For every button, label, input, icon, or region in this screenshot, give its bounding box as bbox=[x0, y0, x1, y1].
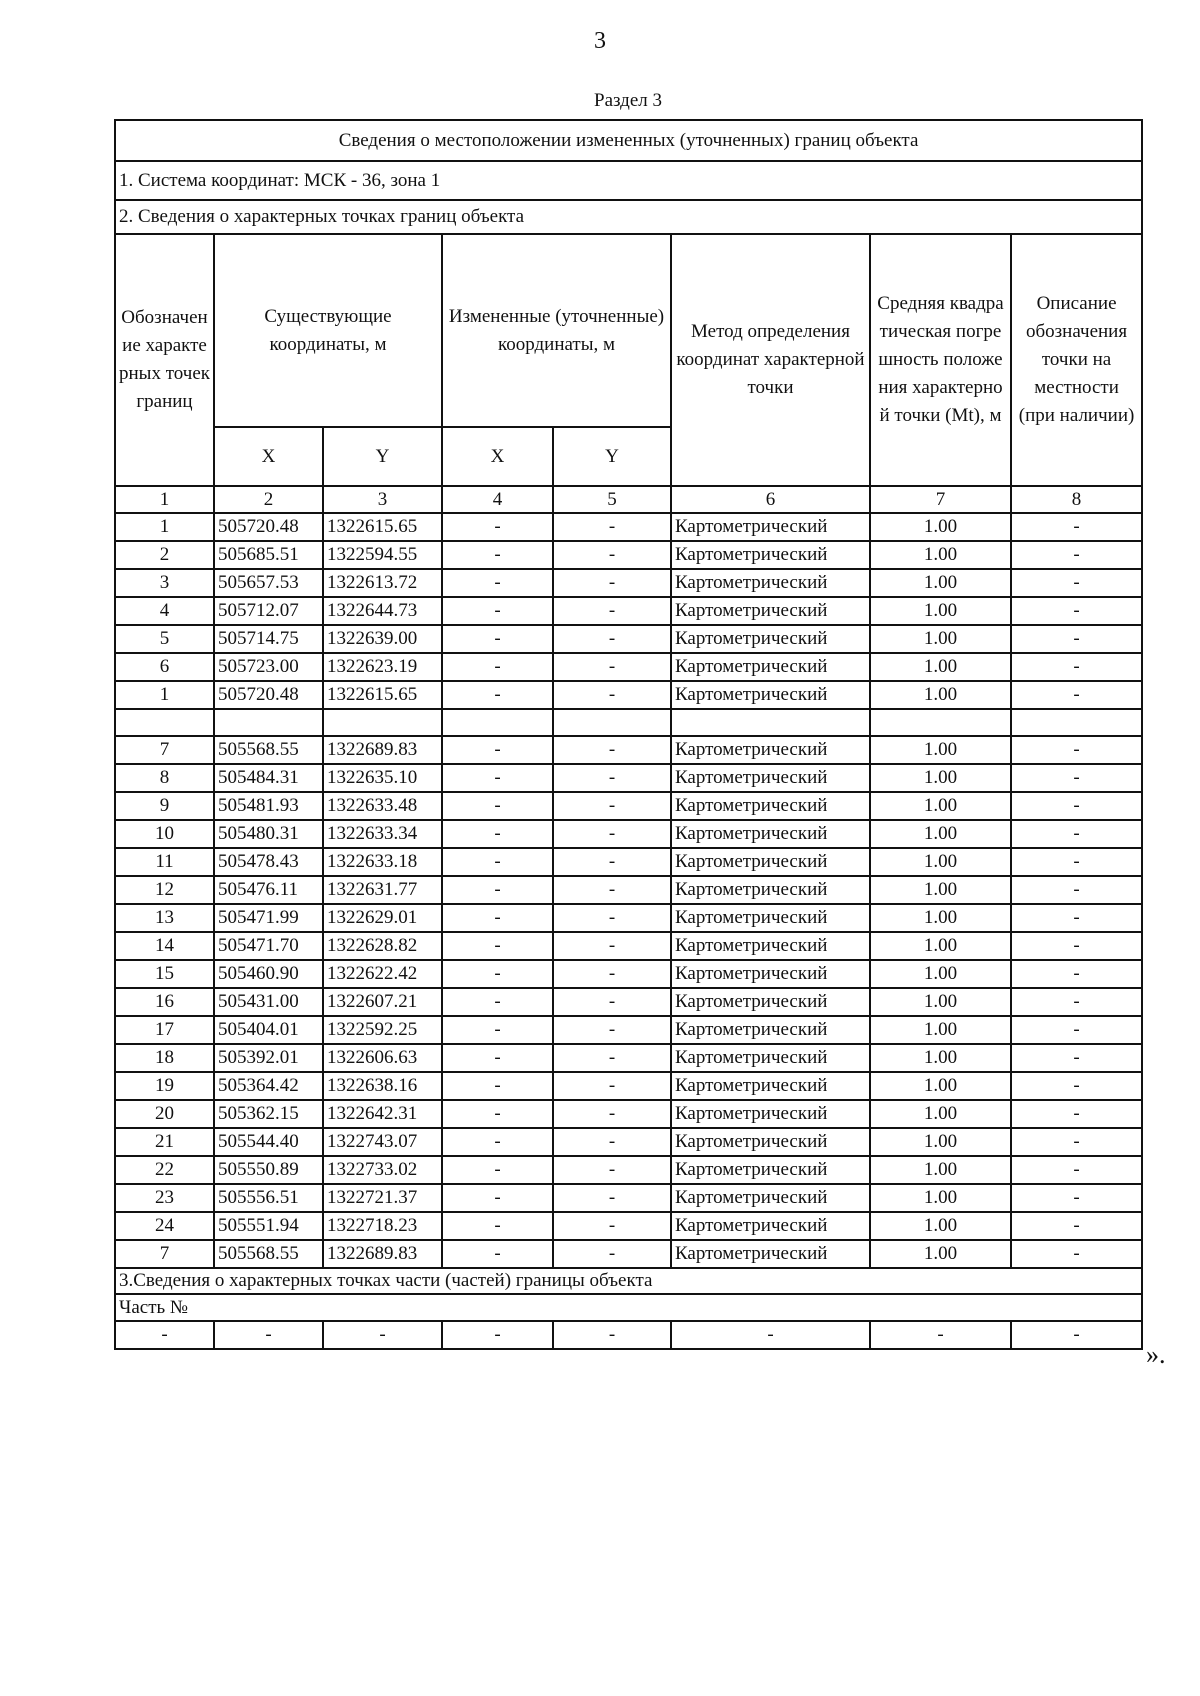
table-cell: - bbox=[553, 681, 671, 709]
table-cell: 1.00 bbox=[870, 820, 1011, 848]
table-cell: - bbox=[1011, 1100, 1142, 1128]
table-cell: - bbox=[442, 653, 553, 681]
column-number: 1 bbox=[115, 486, 214, 513]
table-cell: 20 bbox=[115, 1100, 214, 1128]
table-cell: 505568.55 bbox=[214, 736, 323, 764]
parts-cell: - bbox=[214, 1321, 323, 1349]
table-cell: - bbox=[1011, 597, 1142, 625]
table-cell: 505550.89 bbox=[214, 1156, 323, 1184]
table-cell: 21 bbox=[115, 1128, 214, 1156]
table-cell: Картометрический bbox=[671, 1072, 870, 1100]
table-row bbox=[115, 960, 1142, 988]
table-cell: 1.00 bbox=[870, 764, 1011, 792]
parts-cell: - bbox=[323, 1321, 442, 1349]
table-title: Сведения о местоположении измененных (уточненных) границ объекта bbox=[115, 120, 1142, 161]
parts-cell: - bbox=[671, 1321, 870, 1349]
column-number: 7 bbox=[870, 486, 1011, 513]
table-cell: 1322639.00 bbox=[323, 625, 442, 653]
table-cell: 505720.48 bbox=[214, 513, 323, 541]
table-cell: - bbox=[1011, 1128, 1142, 1156]
table-cell: - bbox=[1011, 653, 1142, 681]
table-cell: - bbox=[1011, 1016, 1142, 1044]
table-row bbox=[115, 1184, 1142, 1212]
table-cell: 505544.40 bbox=[214, 1128, 323, 1156]
table-cell: Картометрический bbox=[671, 541, 870, 569]
table-cell: 1322623.19 bbox=[323, 653, 442, 681]
table-cell: 505471.99 bbox=[214, 904, 323, 932]
table-cell: - bbox=[553, 820, 671, 848]
table-cell: 1322633.34 bbox=[323, 820, 442, 848]
table-cell: 505471.70 bbox=[214, 932, 323, 960]
column-number: 3 bbox=[323, 486, 442, 513]
table-cell: - bbox=[1011, 681, 1142, 709]
table-cell: 19 bbox=[115, 1072, 214, 1100]
table-cell: Картометрический bbox=[671, 625, 870, 653]
table-cell: 7 bbox=[115, 1240, 214, 1268]
table-cell: 1322594.55 bbox=[323, 541, 442, 569]
table-cell: - bbox=[442, 792, 553, 820]
table-cell: 1 bbox=[115, 681, 214, 709]
column-number: 2 bbox=[214, 486, 323, 513]
table-cell: 505568.55 bbox=[214, 1240, 323, 1268]
table-cell: 505362.15 bbox=[214, 1100, 323, 1128]
table-cell: - bbox=[442, 960, 553, 988]
table-cell: Картометрический bbox=[671, 988, 870, 1016]
header-changed-x: X bbox=[442, 427, 553, 486]
table-cell: - bbox=[553, 988, 671, 1016]
table-cell: 1.00 bbox=[870, 736, 1011, 764]
table-cell: - bbox=[553, 1184, 671, 1212]
table-cell: 13 bbox=[115, 904, 214, 932]
table-cell: - bbox=[553, 764, 671, 792]
table-cell: - bbox=[1011, 736, 1142, 764]
table-cell: 5 bbox=[115, 625, 214, 653]
table-cell: - bbox=[1011, 513, 1142, 541]
table-cell: 1.00 bbox=[870, 904, 1011, 932]
table-cell: Картометрический bbox=[671, 1128, 870, 1156]
table-cell: - bbox=[442, 1240, 553, 1268]
table-cell: 1322635.10 bbox=[323, 764, 442, 792]
table-cell: 4 bbox=[115, 597, 214, 625]
section-title: Раздел 3 bbox=[594, 90, 662, 111]
table-cell: - bbox=[1011, 541, 1142, 569]
table-cell: 505720.48 bbox=[214, 681, 323, 709]
table-cell: - bbox=[1011, 1212, 1142, 1240]
table-cell: - bbox=[553, 932, 671, 960]
table-cell: 505712.07 bbox=[214, 597, 323, 625]
table-row bbox=[115, 625, 1142, 653]
table-cell: - bbox=[1011, 848, 1142, 876]
table-cell: 505551.94 bbox=[214, 1212, 323, 1240]
header-changed-y: Y bbox=[553, 427, 671, 486]
table-cell: 1322689.83 bbox=[323, 1240, 442, 1268]
table-cell: - bbox=[442, 820, 553, 848]
table-cell: 1.00 bbox=[870, 1044, 1011, 1072]
table-cell: Картометрический bbox=[671, 1240, 870, 1268]
table-cell: - bbox=[553, 904, 671, 932]
table-cell: 18 bbox=[115, 1044, 214, 1072]
table-cell: - bbox=[553, 736, 671, 764]
header-existing-y: Y bbox=[323, 427, 442, 486]
table-cell: - bbox=[1011, 764, 1142, 792]
table-row bbox=[115, 876, 1142, 904]
table-cell: - bbox=[553, 625, 671, 653]
table-cell: - bbox=[1011, 876, 1142, 904]
table-cell: 505478.43 bbox=[214, 848, 323, 876]
table-cell: 1322606.63 bbox=[323, 1044, 442, 1072]
table-cell: Картометрический bbox=[671, 1044, 870, 1072]
table-cell: 1.00 bbox=[870, 848, 1011, 876]
table-cell: 6 bbox=[115, 653, 214, 681]
table-row bbox=[115, 1072, 1142, 1100]
table-cell: 11 bbox=[115, 848, 214, 876]
table-row bbox=[115, 848, 1142, 876]
table-cell: - bbox=[1011, 988, 1142, 1016]
parts-row bbox=[115, 1321, 1142, 1349]
table-cell: - bbox=[1011, 904, 1142, 932]
table-cell: Картометрический bbox=[671, 1100, 870, 1128]
table-cell: 1.00 bbox=[870, 876, 1011, 904]
table-cell: - bbox=[553, 876, 671, 904]
blank-cell bbox=[671, 709, 870, 736]
table-cell: - bbox=[553, 792, 671, 820]
table-cell: - bbox=[1011, 625, 1142, 653]
table-cell: 1.00 bbox=[870, 960, 1011, 988]
table-cell: - bbox=[442, 1156, 553, 1184]
table-cell: 505481.93 bbox=[214, 792, 323, 820]
table-cell: 14 bbox=[115, 932, 214, 960]
coordinate-system: 1. Система координат: МСК - 36, зона 1 bbox=[115, 161, 1142, 200]
table-cell: - bbox=[1011, 960, 1142, 988]
table-cell: - bbox=[553, 1212, 671, 1240]
table-cell: - bbox=[553, 1016, 671, 1044]
blank-cell bbox=[115, 709, 214, 736]
table-cell: 3 bbox=[115, 569, 214, 597]
table-row bbox=[115, 597, 1142, 625]
table-cell: 1.00 bbox=[870, 1016, 1011, 1044]
parts-heading: 3.Сведения о характерных точках части (частей) границы объекта bbox=[115, 1268, 1142, 1294]
table-cell: - bbox=[1011, 1240, 1142, 1268]
table-cell: 1322633.48 bbox=[323, 792, 442, 820]
parts-cell: - bbox=[115, 1321, 214, 1349]
table-cell: Картометрический bbox=[671, 764, 870, 792]
table-row bbox=[115, 1240, 1142, 1268]
table-cell: - bbox=[442, 541, 553, 569]
table-cell: 1.00 bbox=[870, 1128, 1011, 1156]
table-cell: 1 bbox=[115, 513, 214, 541]
table-cell: 505476.11 bbox=[214, 876, 323, 904]
column-number: 5 bbox=[553, 486, 671, 513]
header-designation: Обозначение характерных точек границ bbox=[115, 234, 214, 486]
table-cell: - bbox=[442, 904, 553, 932]
parts-cell: - bbox=[1011, 1321, 1142, 1349]
table-cell: 22 bbox=[115, 1156, 214, 1184]
table-cell: Картометрический bbox=[671, 904, 870, 932]
blank-cell bbox=[870, 709, 1011, 736]
header-description: Описание обозначения точки на местности (при наличии) bbox=[1011, 234, 1142, 486]
table-cell: 1.00 bbox=[870, 625, 1011, 653]
table-cell: 1.00 bbox=[870, 1184, 1011, 1212]
table-cell: - bbox=[442, 1212, 553, 1240]
table-cell: 17 bbox=[115, 1016, 214, 1044]
table-cell: Картометрический bbox=[671, 1184, 870, 1212]
table-cell: 1.00 bbox=[870, 681, 1011, 709]
table-cell: - bbox=[442, 1184, 553, 1212]
table-cell: 8 bbox=[115, 764, 214, 792]
table-cell: - bbox=[442, 1100, 553, 1128]
table-row bbox=[115, 988, 1142, 1016]
table-cell: 505556.51 bbox=[214, 1184, 323, 1212]
table-cell: - bbox=[553, 653, 671, 681]
table-cell: Картометрический bbox=[671, 736, 870, 764]
table-cell: - bbox=[442, 1128, 553, 1156]
table-cell: - bbox=[1011, 932, 1142, 960]
table-row bbox=[115, 513, 1142, 541]
page-number: 3 bbox=[594, 28, 606, 54]
table-cell: 505392.01 bbox=[214, 1044, 323, 1072]
table-cell: 1.00 bbox=[870, 569, 1011, 597]
blank-cell bbox=[553, 709, 671, 736]
table-cell: 1.00 bbox=[870, 932, 1011, 960]
table-cell: 505431.00 bbox=[214, 988, 323, 1016]
table-row bbox=[115, 904, 1142, 932]
header-mean-error: Средняя квадратическая погрешность положения характерной точки (Mt), м bbox=[870, 234, 1011, 486]
table-cell: 1322615.65 bbox=[323, 681, 442, 709]
table-cell: 1322628.82 bbox=[323, 932, 442, 960]
table-row bbox=[115, 764, 1142, 792]
table-cell: - bbox=[442, 736, 553, 764]
table-cell: Картометрический bbox=[671, 1212, 870, 1240]
table-cell: 1322631.77 bbox=[323, 876, 442, 904]
table-cell: - bbox=[442, 876, 553, 904]
table-cell: 1322743.07 bbox=[323, 1128, 442, 1156]
table-cell: - bbox=[442, 1016, 553, 1044]
closing-quote: ». bbox=[1146, 1340, 1166, 1369]
table-row bbox=[115, 736, 1142, 764]
table-cell: - bbox=[442, 569, 553, 597]
table-cell: Картометрический bbox=[671, 792, 870, 820]
table-cell: - bbox=[553, 1156, 671, 1184]
table-cell: - bbox=[553, 960, 671, 988]
table-row bbox=[115, 541, 1142, 569]
table-cell: 505484.31 bbox=[214, 764, 323, 792]
table-cell: 1322633.18 bbox=[323, 848, 442, 876]
column-number: 8 bbox=[1011, 486, 1142, 513]
table-cell: - bbox=[553, 848, 671, 876]
blank-cell bbox=[442, 709, 553, 736]
table-cell: 1.00 bbox=[870, 1212, 1011, 1240]
table-cell: 505657.53 bbox=[214, 569, 323, 597]
table-row bbox=[115, 569, 1142, 597]
table-cell: Картометрический bbox=[671, 1156, 870, 1184]
table-row bbox=[115, 653, 1142, 681]
table-cell: Картометрический bbox=[671, 876, 870, 904]
table-cell: 7 bbox=[115, 736, 214, 764]
table-cell: Картометрический bbox=[671, 653, 870, 681]
table-cell: - bbox=[553, 1044, 671, 1072]
table-cell: Картометрический bbox=[671, 597, 870, 625]
table-row bbox=[115, 1044, 1142, 1072]
table-cell: - bbox=[1011, 1156, 1142, 1184]
table-cell: 1.00 bbox=[870, 1072, 1011, 1100]
table-cell: - bbox=[442, 932, 553, 960]
table-cell: 505404.01 bbox=[214, 1016, 323, 1044]
table-cell: 505460.90 bbox=[214, 960, 323, 988]
table-cell: - bbox=[553, 541, 671, 569]
header-method: Метод определения координат характерной точки bbox=[671, 234, 870, 486]
table-cell: - bbox=[442, 625, 553, 653]
table-cell: 505685.51 bbox=[214, 541, 323, 569]
table-cell: 505480.31 bbox=[214, 820, 323, 848]
table-cell: Картометрический bbox=[671, 820, 870, 848]
blank-cell bbox=[1011, 709, 1142, 736]
table-cell: - bbox=[442, 1072, 553, 1100]
header-existing-coords: Существующие координаты, м bbox=[214, 234, 442, 427]
table-cell: - bbox=[553, 1072, 671, 1100]
table-cell: 1322718.23 bbox=[323, 1212, 442, 1240]
blank-cell bbox=[323, 709, 442, 736]
table-cell: Картометрический bbox=[671, 848, 870, 876]
parts-cell: - bbox=[870, 1321, 1011, 1349]
table-cell: 1322592.25 bbox=[323, 1016, 442, 1044]
table-cell: - bbox=[442, 988, 553, 1016]
points-heading: 2. Сведения о характерных точках границ объекта bbox=[115, 200, 1142, 234]
table-cell: - bbox=[442, 513, 553, 541]
parts-cell: - bbox=[553, 1321, 671, 1349]
table-cell: 505714.75 bbox=[214, 625, 323, 653]
table-cell: 2 bbox=[115, 541, 214, 569]
table-cell: - bbox=[553, 1100, 671, 1128]
table-cell: 1322622.42 bbox=[323, 960, 442, 988]
table-row bbox=[115, 1016, 1142, 1044]
table-cell: 1.00 bbox=[870, 541, 1011, 569]
table-cell: Картометрический bbox=[671, 1016, 870, 1044]
table-cell: - bbox=[553, 1128, 671, 1156]
boundary-points-table bbox=[114, 119, 1143, 1350]
table-cell: - bbox=[553, 569, 671, 597]
table-cell: 12 bbox=[115, 876, 214, 904]
table-cell: Картометрический bbox=[671, 960, 870, 988]
table-cell: 1.00 bbox=[870, 988, 1011, 1016]
table-cell: 1.00 bbox=[870, 1156, 1011, 1184]
table-cell: 1322638.16 bbox=[323, 1072, 442, 1100]
table-cell: - bbox=[442, 597, 553, 625]
table-cell: - bbox=[1011, 792, 1142, 820]
table-cell: 10 bbox=[115, 820, 214, 848]
table-cell: 1.00 bbox=[870, 1240, 1011, 1268]
table-cell: 15 bbox=[115, 960, 214, 988]
table-cell: - bbox=[442, 764, 553, 792]
table-row bbox=[115, 1128, 1142, 1156]
table-cell: - bbox=[1011, 820, 1142, 848]
table-cell: 9 bbox=[115, 792, 214, 820]
table-cell: Картометрический bbox=[671, 513, 870, 541]
table-cell: 505364.42 bbox=[214, 1072, 323, 1100]
table-cell: 23 bbox=[115, 1184, 214, 1212]
table-cell: 1322644.73 bbox=[323, 597, 442, 625]
table-cell: 1322615.65 bbox=[323, 513, 442, 541]
parts-cell: - bbox=[442, 1321, 553, 1349]
table-cell: Картометрический bbox=[671, 932, 870, 960]
table-cell: - bbox=[1011, 1072, 1142, 1100]
table-cell: 1.00 bbox=[870, 597, 1011, 625]
table-cell: 1.00 bbox=[870, 792, 1011, 820]
table-cell: 505723.00 bbox=[214, 653, 323, 681]
table-cell: 1322629.01 bbox=[323, 904, 442, 932]
table-cell: 24 bbox=[115, 1212, 214, 1240]
table-row bbox=[115, 681, 1142, 709]
table-cell: Картометрический bbox=[671, 681, 870, 709]
column-number: 4 bbox=[442, 486, 553, 513]
table-cell: 1322642.31 bbox=[323, 1100, 442, 1128]
table-row bbox=[115, 1100, 1142, 1128]
column-number-row bbox=[115, 486, 1142, 513]
table-row bbox=[115, 1156, 1142, 1184]
table-cell: - bbox=[442, 848, 553, 876]
header-changed-coords: Измененные (уточненные) координаты, м bbox=[442, 234, 671, 427]
table-row bbox=[115, 820, 1142, 848]
table-cell: - bbox=[442, 681, 553, 709]
table-cell: 1322607.21 bbox=[323, 988, 442, 1016]
table-cell: 1322733.02 bbox=[323, 1156, 442, 1184]
table-cell: - bbox=[553, 513, 671, 541]
table-cell: 1.00 bbox=[870, 653, 1011, 681]
table-cell: Картометрический bbox=[671, 569, 870, 597]
column-number: 6 bbox=[671, 486, 870, 513]
table-cell: 1.00 bbox=[870, 1100, 1011, 1128]
blank-cell bbox=[214, 709, 323, 736]
table-cell: 1.00 bbox=[870, 513, 1011, 541]
table-row bbox=[115, 1212, 1142, 1240]
table-cell: - bbox=[1011, 569, 1142, 597]
part-label: Часть № bbox=[115, 1294, 1142, 1321]
table-cell: 1322689.83 bbox=[323, 736, 442, 764]
blank-row bbox=[115, 709, 1142, 736]
table-row bbox=[115, 932, 1142, 960]
table-cell: 1322721.37 bbox=[323, 1184, 442, 1212]
header-existing-x: X bbox=[214, 427, 323, 486]
table-cell: - bbox=[553, 1240, 671, 1268]
table-cell: 16 bbox=[115, 988, 214, 1016]
table-cell: 1322613.72 bbox=[323, 569, 442, 597]
table-cell: - bbox=[1011, 1184, 1142, 1212]
table-cell: - bbox=[553, 597, 671, 625]
table-cell: - bbox=[1011, 1044, 1142, 1072]
table-cell: - bbox=[442, 1044, 553, 1072]
table-row bbox=[115, 792, 1142, 820]
